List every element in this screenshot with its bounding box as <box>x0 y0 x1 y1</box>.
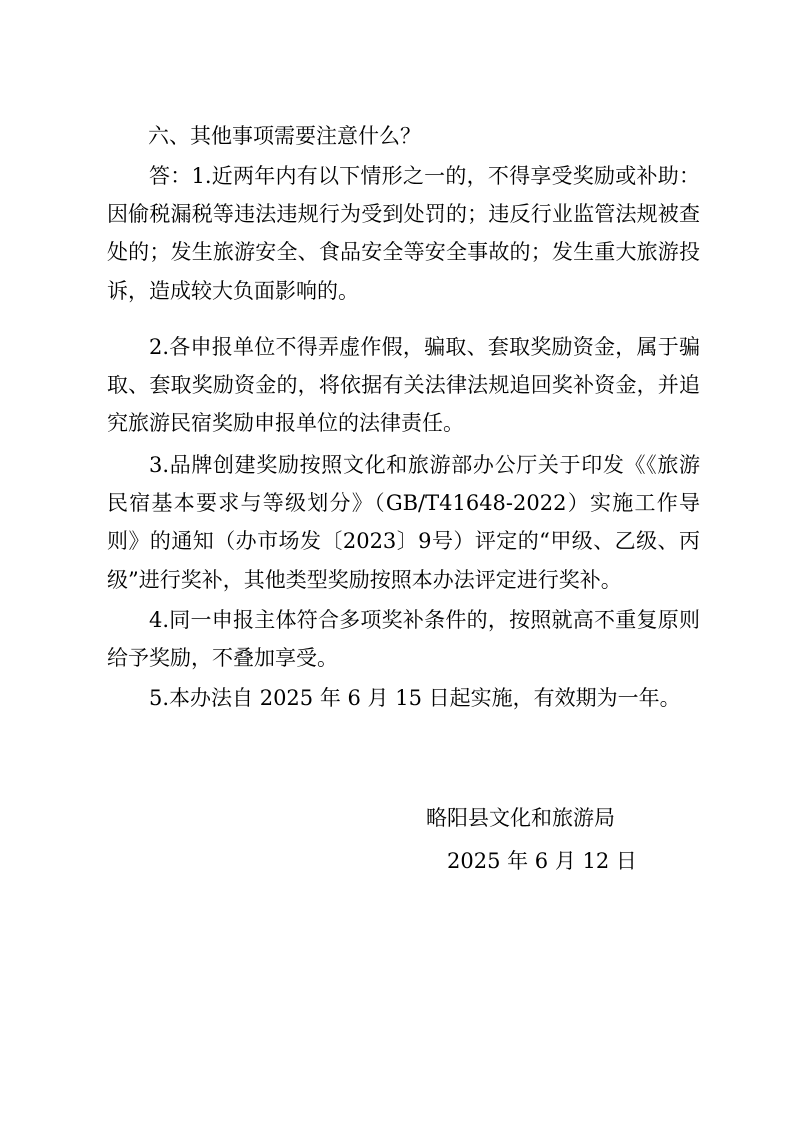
section-heading: 六、其他事项需要注意什么？ <box>148 124 421 148</box>
paragraph-item-1: 答：1.近两年内有以下情形之一的，不得享受奖励或补助：因偷税漏税等违法违规行为受到处罚的；违反行业监管法规被查处的；发生旅游安全、食品安全等安全事故的；发生重大旅游投诉，造成较大负面影响的。 <box>107 164 700 303</box>
signature-date: 2025 年 6 月 12 日 <box>447 849 637 873</box>
signature-organization: 略阳县文化和旅游局 <box>426 806 615 830</box>
paragraph-item-3: 3.品牌创建奖励按照文化和旅游部办公厅关于印发《《旅游民宿基本要求与等级划分》（GB/T41648-2022）实施工作导则》的通知（办市场发〔2023〕9号）评定的“甲级、乙级、丙级”进行奖补，其他类型奖励按照本办法评定进行奖补。 <box>107 453 700 592</box>
paragraph-item-5: 5.本办法自 2025 年 6 月 15 日起实施，有效期为一年。 <box>149 686 681 710</box>
paragraph-item-4: 4.同一申报主体符合多项奖补条件的，按照就高不重复原则给予奖励，不叠加享受。 <box>107 608 700 671</box>
paragraph-item-2: 2.各申报单位不得弄虚作假，骗取、套取奖励资金，属于骗取、套取奖励资金的，将依据有关法律法规追回奖补资金，并追究旅游民宿奖励申报单位的法律责任。 <box>107 335 700 436</box>
